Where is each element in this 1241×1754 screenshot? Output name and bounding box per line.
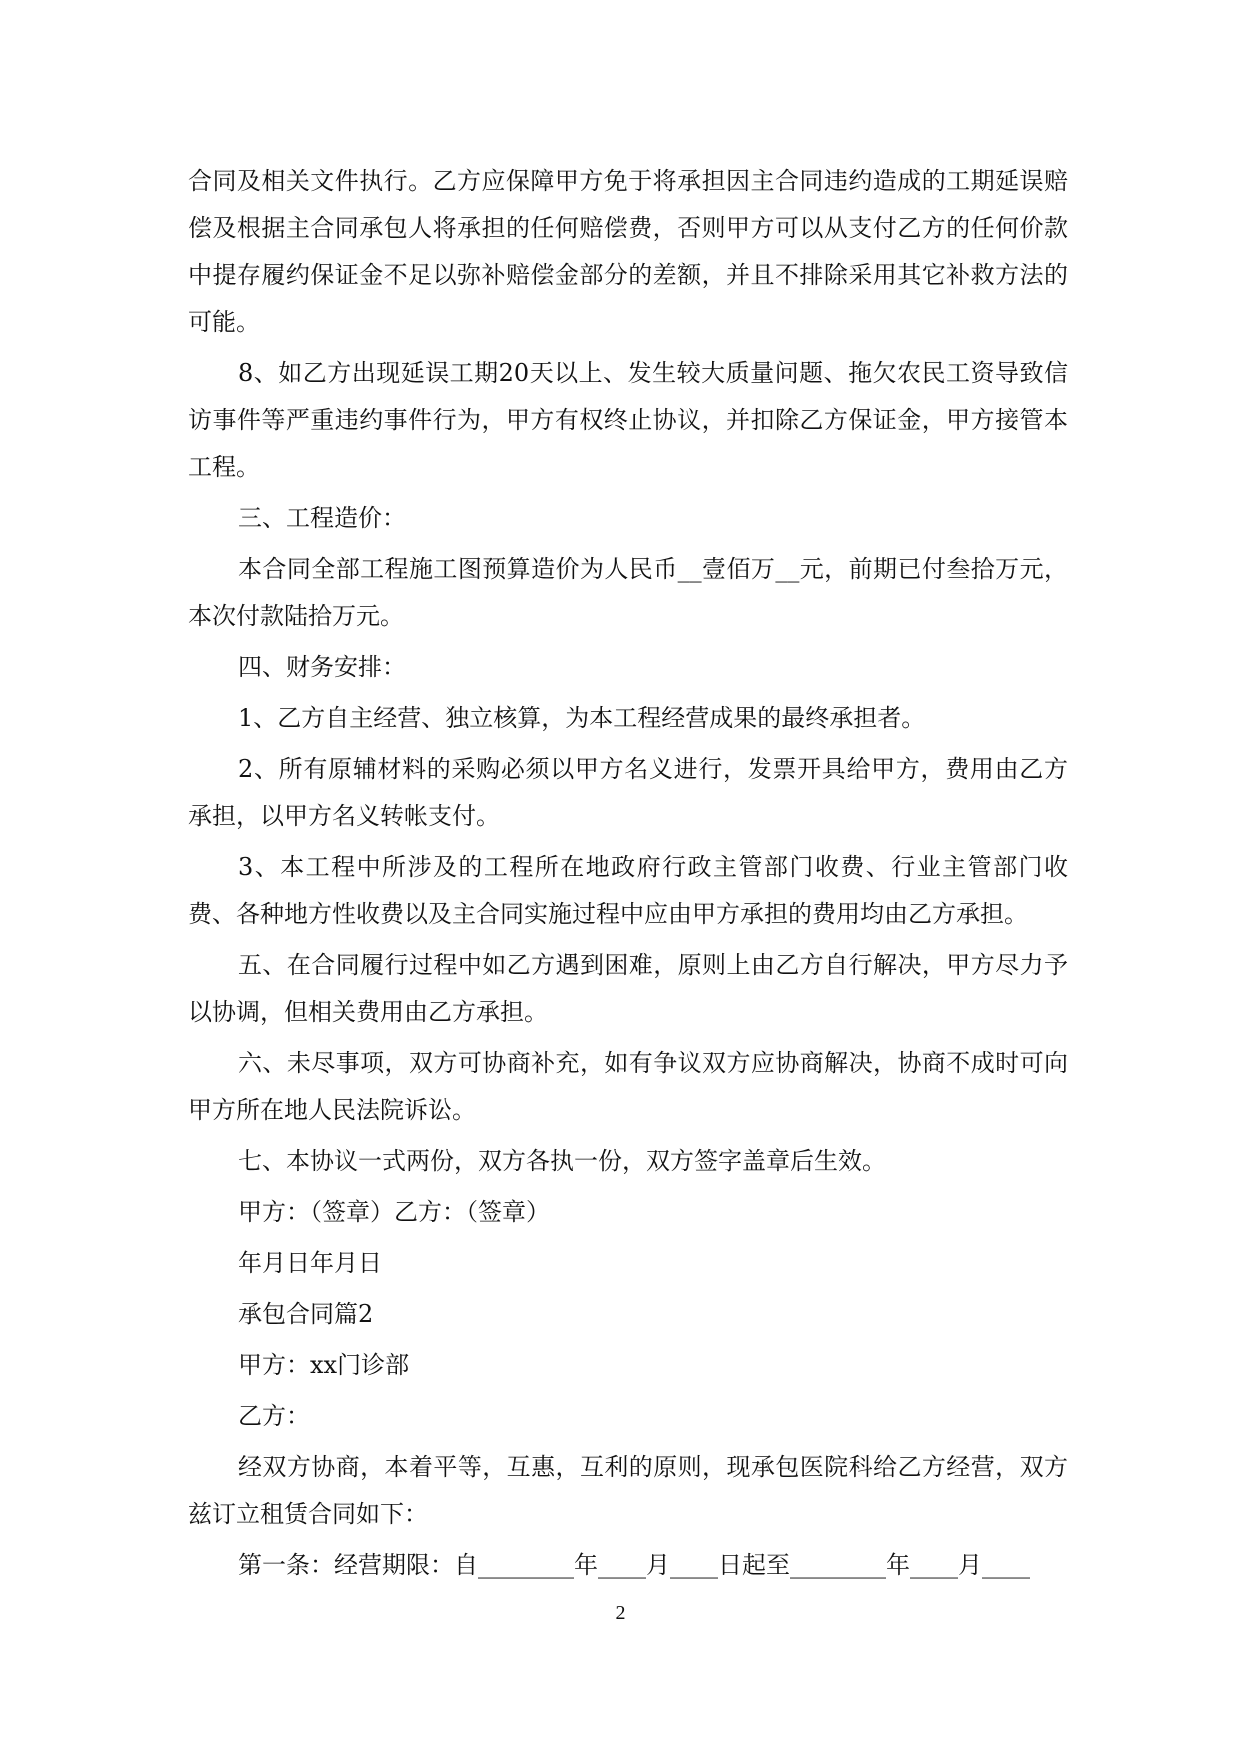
paragraph-clause-5: 五、在合同履行过程中如乙方遇到困难，原则上由乙方自行解决，甲方尽力予以协调，但相关费用由乙方承担。 [188, 951, 1068, 1026]
paragraph-finance-1: 1、乙方自主经营、独立核算，为本工程经营成果的最终承担者。 [238, 704, 926, 732]
party-a-line: 甲方：xx门诊部 [238, 1351, 410, 1379]
section-heading-finance: 四、财务安排： [238, 653, 406, 681]
paragraph-finance-3: 3、本工程中所涉及的工程所在地政府行政主管部门收费、行业主管部门收费、各种地方性收费以及主合同实施过程中应由甲方承担的费用均由乙方承担。 [188, 853, 1068, 928]
page-number: 2 [615, 1602, 626, 1624]
paragraph-cost: 本合同全部工程施工图预算造价为人民币__壹佰万__元，前期已付叁拾万元，本次付款陆拾万元。 [188, 555, 1068, 630]
paragraph-clause-6: 六、未尽事项，双方可协商补充，如有争议双方应协商解决，协商不成时可向甲方所在地人民法院诉讼。 [188, 1049, 1068, 1124]
date-line: 年月日年月日 [238, 1249, 382, 1277]
paragraph-preamble: 经双方协商，本着平等，互惠，互利的原则，现承包医院科给乙方经营，双方兹订立租赁合同如下： [188, 1453, 1068, 1528]
party-b-line: 乙方： [238, 1402, 310, 1430]
paragraph-2: 8、如乙方出现延误工期20天以上、发生较大质量问题、拖欠农民工资导致信访事件等严重违约事件行为，甲方有权终止协议，并扣除乙方保证金，甲方接管本工程。 [188, 359, 1068, 481]
paragraph-finance-2: 2、所有原辅材料的采购必须以甲方名义进行，发票开具给甲方，费用由乙方承担，以甲方名义转帐支付。 [188, 755, 1068, 830]
signature-line: 甲方：（签章）乙方：（签章） [238, 1198, 550, 1226]
paragraph-1: 合同及相关文件执行。乙方应保障甲方免于将承担因主合同违约造成的工期延误赔偿及根据主合同承包人将承担的任何赔偿费，否则甲方可以从支付乙方的任何价款中提存履约保证金不足以弥补赔偿金部分的差额，并且不排除采用其它补救方法的可能。 [188, 167, 1068, 336]
paragraph-clause-7: 七、本协议一式两份，双方各执一份，双方签字盖章后生效。 [238, 1147, 886, 1175]
paragraph-article-1: 第一条：经营期限：自________年____月____日起至________年____月____ [238, 1551, 1030, 1579]
document-body [188, 158, 1068, 1593]
section-heading-cost: 三、工程造价： [238, 504, 406, 532]
contract-title-2: 承包合同篇2 [238, 1300, 374, 1328]
